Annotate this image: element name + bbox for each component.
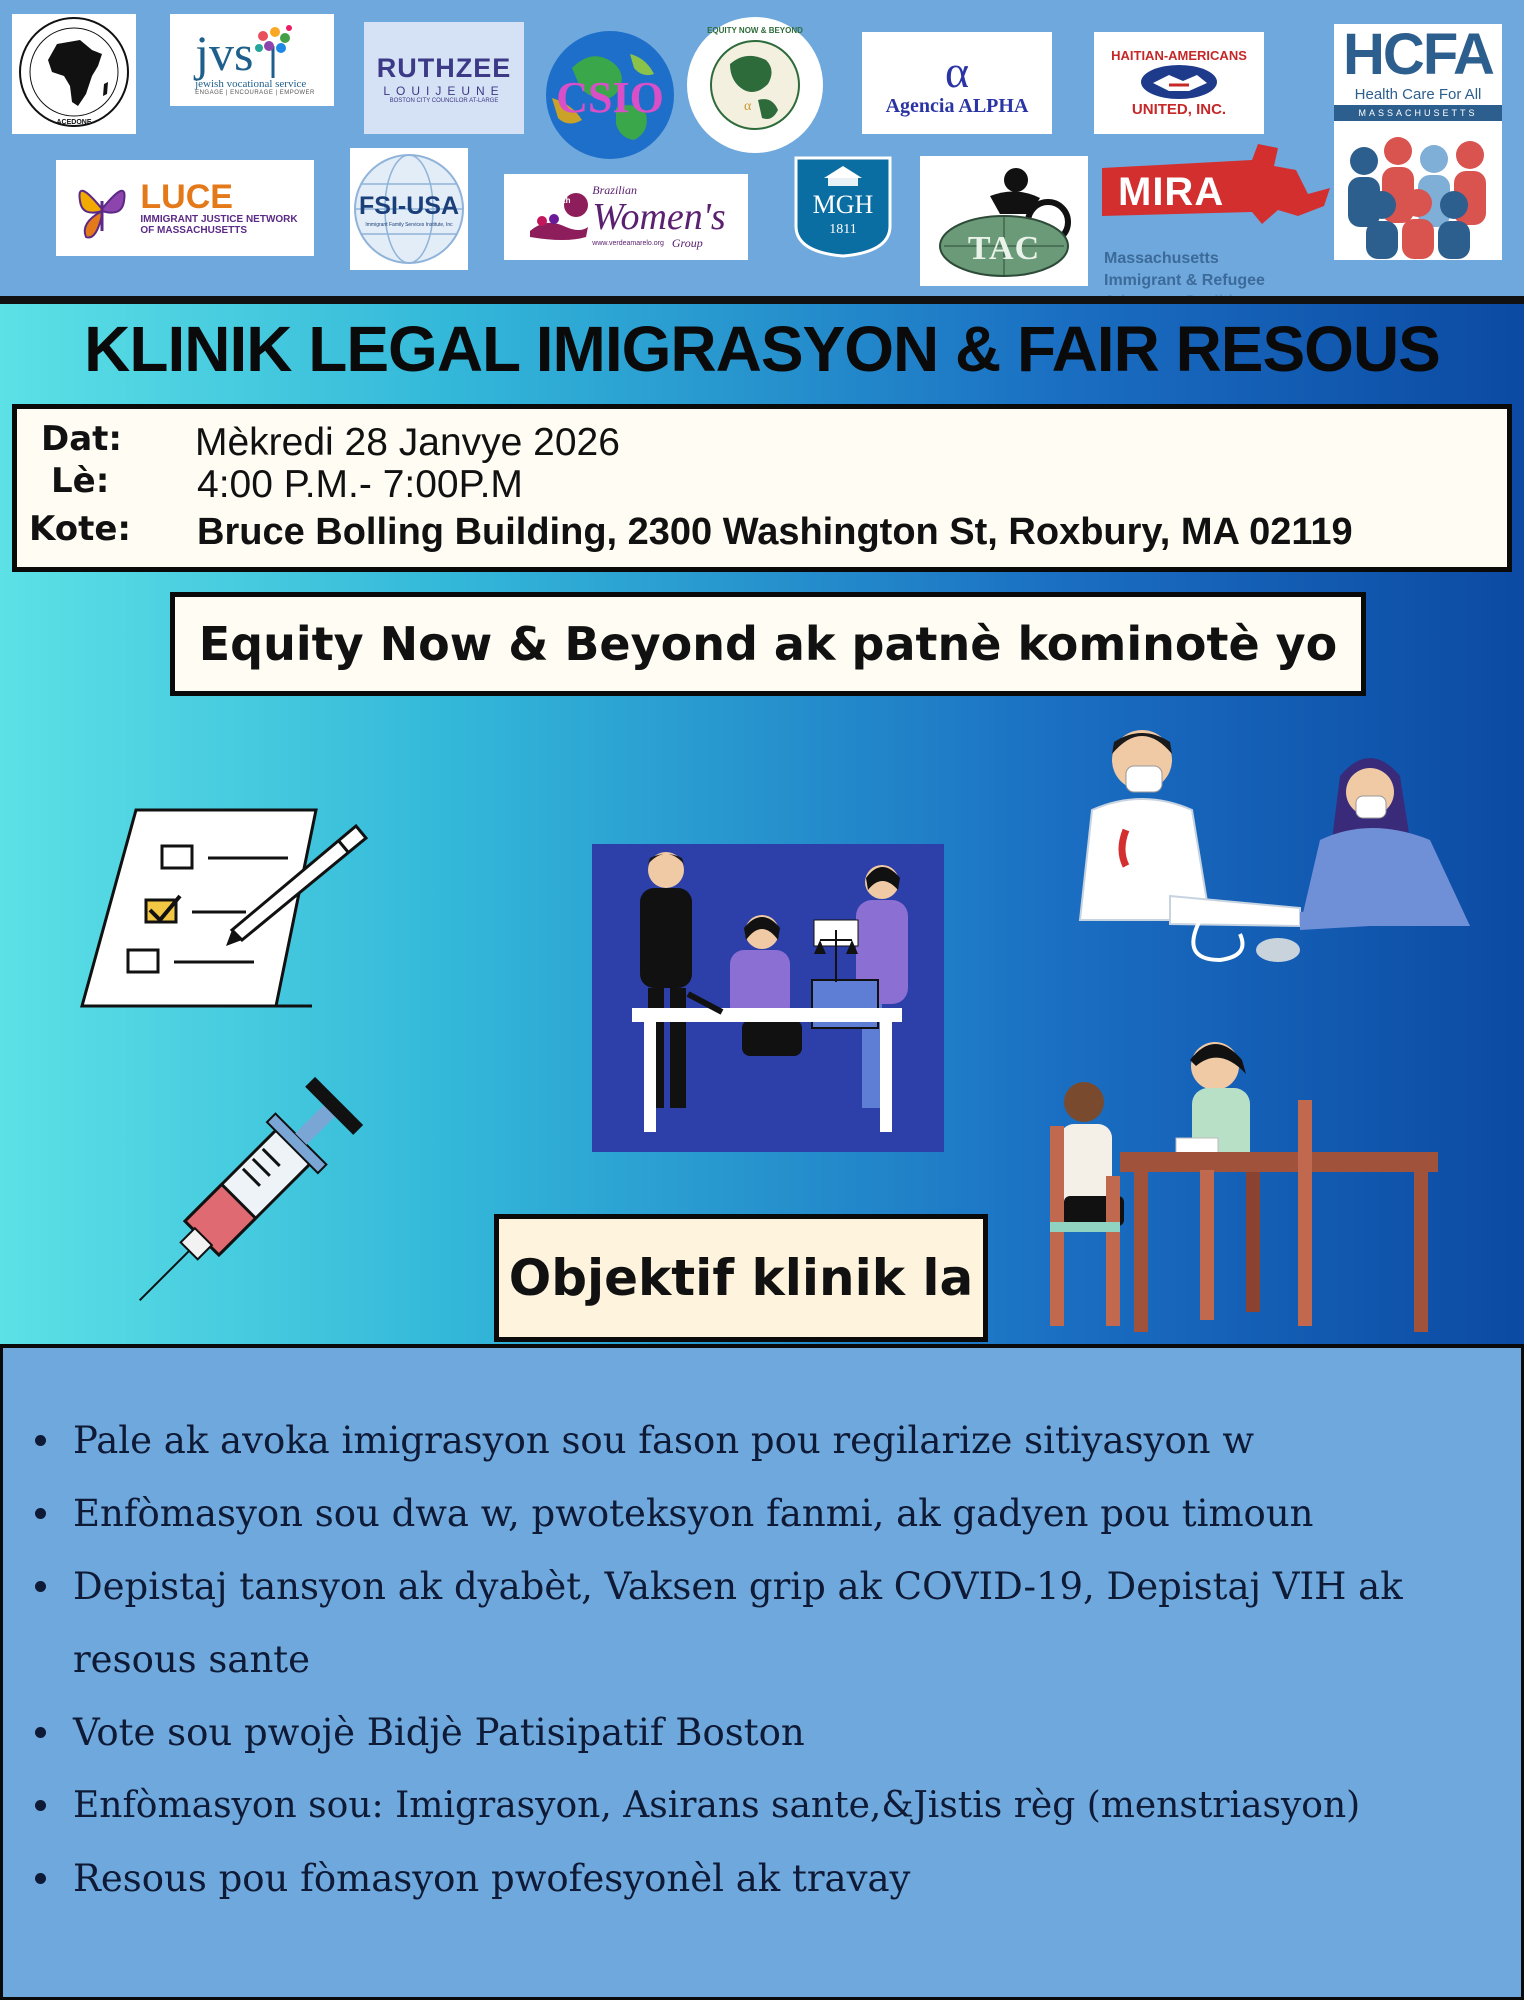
ruthzee-role: BOSTON CITY COUNCILOR AT-LARGE bbox=[389, 97, 499, 104]
mgh-year: 1811 bbox=[829, 222, 857, 237]
objectives-section bbox=[0, 1344, 1524, 2000]
haitian-bottom-label: UNITED, INC. bbox=[1131, 101, 1227, 118]
objective-item: Depistaj tansyon ak dyabèt, Vaksen grip ak COVID-19, Depistaj VIH ak resous sante bbox=[3, 1550, 1527, 1696]
alpha-name: Agencia ALPHA bbox=[885, 94, 1029, 117]
women-number: 29th bbox=[554, 196, 571, 205]
women-name: Women's bbox=[592, 196, 726, 238]
luce-name: LUCE bbox=[140, 178, 233, 216]
acedone-label: ACEDONE bbox=[56, 119, 92, 126]
header-divider bbox=[0, 296, 1524, 304]
page-title: KLINIK LEGAL IMIGRASYON & FAIR RESOUS bbox=[84, 313, 1440, 385]
fsi-sub: Immigrant Family Services Institute, Inc bbox=[365, 222, 453, 228]
tac-name: TAC bbox=[967, 230, 1041, 267]
date-value: Mèkredi 28 Janvye 2026 bbox=[195, 421, 620, 464]
partners-subtitle: Equity Now & Beyond ak patnè kominotè yo bbox=[198, 617, 1338, 671]
mira-name: MIRA bbox=[1118, 170, 1225, 214]
luce-sub1: IMMIGRANT JUSTICE NETWORK bbox=[140, 214, 298, 225]
hcfa-name: HCFA bbox=[1343, 22, 1493, 87]
fsi-usa-logo bbox=[350, 148, 468, 270]
jvs-word: jvs bbox=[195, 25, 254, 81]
mira-logo bbox=[1102, 140, 1330, 296]
haitian-top-label: HAITIAN-AMERICANS bbox=[1111, 48, 1247, 63]
objective-heading: Objektif klinik la bbox=[508, 1249, 974, 1307]
ruthzee-logo bbox=[364, 22, 524, 134]
people-silhouettes-icon bbox=[1334, 121, 1502, 259]
hcfa-state: MASSACHUSETTS bbox=[1334, 105, 1502, 121]
mgh-name: MGH bbox=[812, 190, 874, 219]
syringe-icon bbox=[120, 1070, 380, 1310]
butterfly-icon bbox=[72, 171, 132, 245]
mgh-logo bbox=[794, 156, 892, 258]
agencia-alpha-logo bbox=[862, 32, 1052, 134]
jvs-name: jewish vocational service bbox=[195, 78, 307, 90]
objective-heading-box bbox=[494, 1214, 988, 1342]
lawyer-meeting-illustration bbox=[592, 844, 944, 1152]
ruthzee-surname: LOUIJEUNE bbox=[383, 83, 505, 98]
ruthzee-name: RUTHZEE bbox=[376, 52, 512, 83]
luce-sub2: OF MASSACHUSETTS bbox=[140, 225, 248, 236]
time-value: 4:00 P.M.- 7:00P.M bbox=[197, 463, 523, 506]
objective-item: Resous pou fòmasyon pwofesyonèl ak travay bbox=[3, 1842, 1527, 1915]
event-details-box bbox=[12, 404, 1512, 572]
women-brazilian: Brazilian bbox=[592, 183, 637, 197]
csio-logo bbox=[542, 28, 678, 162]
equity-ring-label: EQUITY NOW & BEYOND bbox=[707, 26, 803, 35]
women-group: Group bbox=[671, 236, 703, 250]
tree-icon bbox=[253, 24, 293, 78]
objective-item: Pale ak avoka imigrasyon sou fason pou regilarize sitiyasyon w bbox=[3, 1404, 1527, 1477]
objective-item: Enfòmasyon sou: Imigrasyon, Asirans sante,&Jistis règ (menstriasyon) bbox=[3, 1769, 1527, 1842]
women-url: www.verdeamarelo.org bbox=[592, 240, 664, 247]
brazilian-womens-group-logo bbox=[504, 174, 748, 260]
checklist-icon bbox=[76, 800, 376, 1020]
haitian-americans-united-logo bbox=[1094, 32, 1264, 134]
fsi-name: FSI-USA bbox=[359, 192, 459, 220]
objectives-list bbox=[3, 1404, 1527, 1915]
csio-label: CSIO bbox=[556, 73, 664, 122]
partners-subtitle-box bbox=[170, 592, 1366, 696]
acedone-logo bbox=[12, 14, 136, 134]
mira-line1: Massachusetts bbox=[1104, 250, 1219, 267]
equity-now-logo bbox=[686, 14, 824, 156]
objective-item: Enfòmasyon sou dwa w, pwoteksyon fanmi, ak gadyen pou timoun bbox=[3, 1477, 1527, 1550]
tac-logo bbox=[920, 156, 1088, 286]
counseling-illustration bbox=[1050, 1026, 1450, 1342]
svg-text:α: α bbox=[744, 99, 752, 114]
hcfa-subtitle: Health Care For All bbox=[1354, 86, 1482, 103]
luce-logo bbox=[56, 160, 314, 256]
location-value: Bruce Bolling Building, 2300 Washington St, Roxbury, MA 02119 bbox=[197, 511, 1353, 553]
time-label: Lè: bbox=[51, 461, 110, 501]
mira-line2: Immigrant & Refugee bbox=[1104, 271, 1265, 289]
handshake-icon bbox=[1139, 63, 1219, 101]
location-label: Kote: bbox=[29, 509, 132, 549]
hcfa-logo bbox=[1334, 24, 1502, 260]
doctor-patient-illustration bbox=[1070, 720, 1480, 970]
jvs-logo bbox=[170, 14, 334, 106]
alpha-symbol: α bbox=[944, 45, 970, 97]
objective-item: Vote sou pwojè Bidjè Patisipatif Boston bbox=[3, 1696, 1527, 1769]
date-label: Dat: bbox=[41, 419, 123, 459]
partner-logo-band bbox=[0, 0, 1524, 300]
jvs-tagline: ENGAGE | ENCOURAGE | EMPOWER bbox=[195, 90, 315, 96]
